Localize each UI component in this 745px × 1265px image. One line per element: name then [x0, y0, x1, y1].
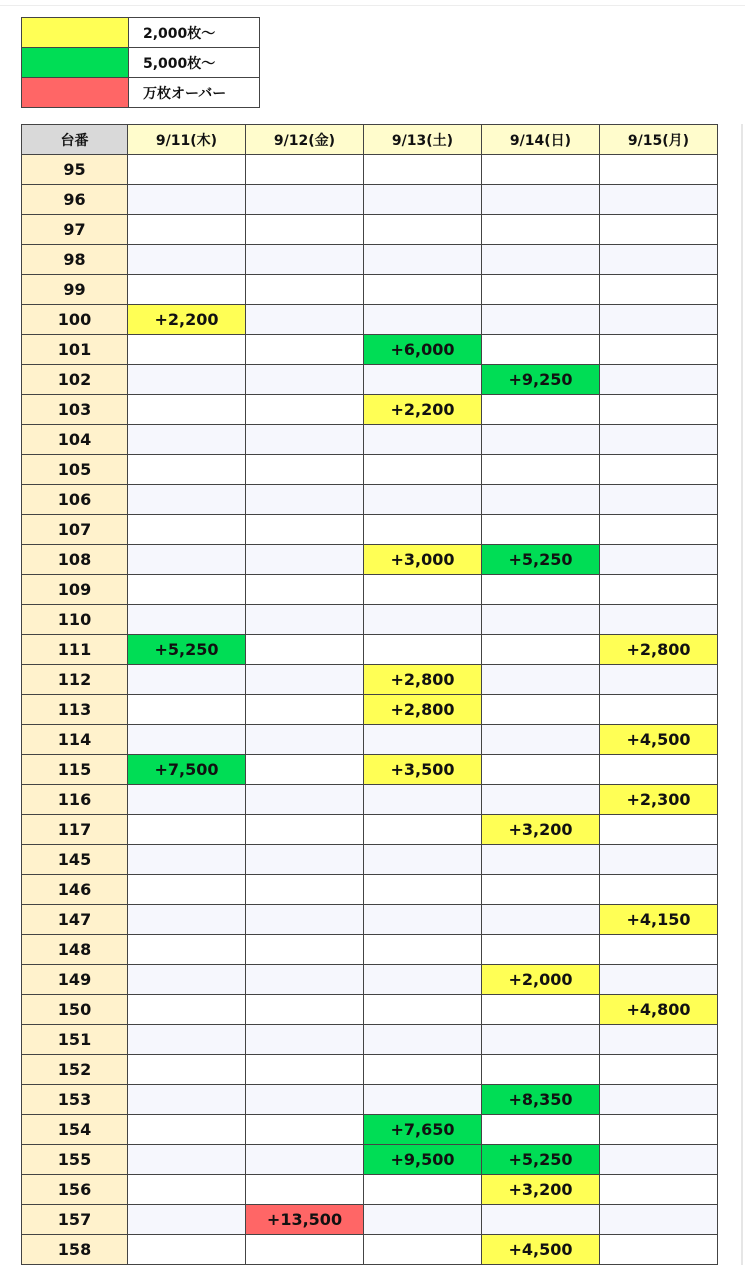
- machine-number-cell: 115: [22, 755, 128, 785]
- machine-number-cell: 97: [22, 215, 128, 245]
- result-cell: [600, 1205, 718, 1235]
- result-cell: [482, 1055, 600, 1085]
- table-row: [22, 1145, 718, 1175]
- result-cell: +9,250: [482, 365, 600, 395]
- machine-number-cell: 96: [22, 185, 128, 215]
- machine-number-cell: 116: [22, 785, 128, 815]
- machine-number-cell: 148: [22, 935, 128, 965]
- machine-number-cell: 152: [22, 1055, 128, 1085]
- result-cell: [482, 725, 600, 755]
- right-rule: [741, 124, 743, 1265]
- machine-number-cell: 157: [22, 1205, 128, 1235]
- result-cell: [482, 1025, 600, 1055]
- table-row: [22, 215, 718, 245]
- table-row: [22, 665, 718, 695]
- result-cell: [128, 1205, 246, 1235]
- table-row: [22, 905, 718, 935]
- result-cell: +9,500: [364, 1145, 482, 1175]
- result-cell: [364, 455, 482, 485]
- result-cell: [364, 1175, 482, 1205]
- result-cell: [246, 1085, 364, 1115]
- result-cell: [128, 395, 246, 425]
- legend-label: 2,000枚〜: [129, 18, 260, 48]
- table-row: [22, 485, 718, 515]
- table-row: [22, 1205, 718, 1235]
- result-cell: [246, 935, 364, 965]
- table-row: [22, 1115, 718, 1145]
- result-cell: +6,000: [364, 335, 482, 365]
- result-cell: [600, 965, 718, 995]
- result-cell: [600, 1235, 718, 1265]
- table-row: [22, 995, 718, 1025]
- result-cell: +3,000: [364, 545, 482, 575]
- result-cell: +5,250: [482, 1145, 600, 1175]
- result-cell: +7,500: [128, 755, 246, 785]
- result-cell: [364, 485, 482, 515]
- result-cell: +2,800: [600, 635, 718, 665]
- result-cell: [246, 485, 364, 515]
- machine-number-cell: 147: [22, 905, 128, 935]
- table-row: [22, 305, 718, 335]
- result-cell: [246, 1175, 364, 1205]
- result-cell: [246, 1055, 364, 1085]
- result-cell: [364, 1235, 482, 1265]
- result-cell: +2,800: [364, 695, 482, 725]
- result-cell: [128, 425, 246, 455]
- result-cell: [364, 155, 482, 185]
- table-row: [22, 965, 718, 995]
- machine-number-cell: 153: [22, 1085, 128, 1115]
- result-cell: [246, 1025, 364, 1055]
- result-cell: [600, 1025, 718, 1055]
- table-row: [22, 575, 718, 605]
- machine-number-cell: 112: [22, 665, 128, 695]
- result-cell: [364, 785, 482, 815]
- result-cell: [364, 245, 482, 275]
- result-cell: [246, 995, 364, 1025]
- result-cell: +2,800: [364, 665, 482, 695]
- legend-swatch: [22, 48, 129, 78]
- result-cell: [246, 785, 364, 815]
- result-cell: [128, 965, 246, 995]
- result-cell: +2,200: [364, 395, 482, 425]
- result-cell: [600, 155, 718, 185]
- result-cell: [364, 845, 482, 875]
- result-cell: [600, 695, 718, 725]
- result-cell: [128, 875, 246, 905]
- result-cell: [364, 1085, 482, 1115]
- result-cell: [600, 215, 718, 245]
- result-cell: [128, 155, 246, 185]
- result-cell: [364, 905, 482, 935]
- result-cell: [364, 725, 482, 755]
- table-row: [22, 635, 718, 665]
- result-cell: [482, 245, 600, 275]
- result-cell: [600, 1055, 718, 1085]
- result-cell: [246, 965, 364, 995]
- result-cell: [246, 275, 364, 305]
- result-cell: +7,650: [364, 1115, 482, 1145]
- result-cell: [246, 365, 364, 395]
- result-cell: [600, 1115, 718, 1145]
- results-table: [21, 124, 718, 1265]
- machine-number-cell: 150: [22, 995, 128, 1025]
- machine-number-cell: 100: [22, 305, 128, 335]
- result-cell: [482, 665, 600, 695]
- result-cell: [600, 605, 718, 635]
- machine-number-cell: 98: [22, 245, 128, 275]
- table-row: [22, 1175, 718, 1205]
- machine-number-cell: 156: [22, 1175, 128, 1205]
- result-cell: [364, 1205, 482, 1235]
- result-cell: [128, 1235, 246, 1265]
- machine-number-cell: 146: [22, 875, 128, 905]
- legend-row: [22, 18, 260, 48]
- result-cell: +2,000: [482, 965, 600, 995]
- result-cell: [246, 155, 364, 185]
- result-cell: [128, 185, 246, 215]
- result-cell: [600, 755, 718, 785]
- result-cell: [128, 1055, 246, 1085]
- result-cell: [246, 185, 364, 215]
- result-cell: [128, 1175, 246, 1205]
- result-cell: [482, 755, 600, 785]
- result-cell: [246, 695, 364, 725]
- result-cell: [482, 635, 600, 665]
- table-row: [22, 755, 718, 785]
- result-cell: [600, 515, 718, 545]
- result-cell: [128, 275, 246, 305]
- header-date: 9/11(木): [128, 125, 246, 155]
- result-cell: [482, 335, 600, 365]
- result-cell: [364, 425, 482, 455]
- result-cell: [128, 725, 246, 755]
- result-cell: [364, 995, 482, 1025]
- result-cell: +4,800: [600, 995, 718, 1025]
- result-cell: +8,350: [482, 1085, 600, 1115]
- table-row: [22, 245, 718, 275]
- result-cell: [364, 305, 482, 335]
- machine-number-cell: 103: [22, 395, 128, 425]
- result-cell: [246, 245, 364, 275]
- result-cell: +5,250: [128, 635, 246, 665]
- result-cell: +3,200: [482, 815, 600, 845]
- result-cell: +3,200: [482, 1175, 600, 1205]
- result-cell: [600, 1085, 718, 1115]
- result-cell: +2,300: [600, 785, 718, 815]
- result-cell: [246, 1235, 364, 1265]
- result-cell: [482, 605, 600, 635]
- table-row: [22, 545, 718, 575]
- result-cell: [364, 875, 482, 905]
- machine-number-cell: 104: [22, 425, 128, 455]
- legend-swatch: [22, 78, 129, 108]
- table-row: [22, 785, 718, 815]
- result-cell: [600, 335, 718, 365]
- result-cell: [600, 185, 718, 215]
- machine-number-cell: 155: [22, 1145, 128, 1175]
- result-cell: [246, 1115, 364, 1145]
- header-date: 9/15(月): [600, 125, 718, 155]
- result-cell: [364, 635, 482, 665]
- legend-swatch: [22, 18, 129, 48]
- result-cell: [128, 905, 246, 935]
- result-cell: [128, 575, 246, 605]
- header-machine-number: 台番: [22, 125, 128, 155]
- result-cell: [246, 215, 364, 245]
- result-cell: [246, 635, 364, 665]
- table-row: [22, 725, 718, 755]
- result-cell: [600, 665, 718, 695]
- table-row: [22, 815, 718, 845]
- machine-number-cell: 113: [22, 695, 128, 725]
- machine-number-cell: 149: [22, 965, 128, 995]
- result-cell: [482, 305, 600, 335]
- result-cell: [246, 425, 364, 455]
- result-cell: [482, 695, 600, 725]
- result-cell: +2,200: [128, 305, 246, 335]
- result-cell: +3,500: [364, 755, 482, 785]
- result-cell: [128, 455, 246, 485]
- table-row: [22, 275, 718, 305]
- legend-row: [22, 78, 260, 108]
- result-cell: [482, 515, 600, 545]
- result-cell: +4,500: [482, 1235, 600, 1265]
- table-row: [22, 935, 718, 965]
- result-cell: [128, 215, 246, 245]
- result-cell: [482, 1115, 600, 1145]
- legend-row: [22, 48, 260, 78]
- result-cell: [482, 845, 600, 875]
- result-cell: [600, 455, 718, 485]
- result-cell: [128, 995, 246, 1025]
- result-cell: [600, 275, 718, 305]
- result-cell: [246, 335, 364, 365]
- result-cell: [128, 515, 246, 545]
- table-row: [22, 395, 718, 425]
- header-date: 9/12(金): [246, 125, 364, 155]
- table-row: [22, 845, 718, 875]
- result-cell: [128, 365, 246, 395]
- result-cell: [600, 575, 718, 605]
- result-cell: [482, 215, 600, 245]
- result-cell: [482, 155, 600, 185]
- result-cell: [364, 275, 482, 305]
- result-cell: [600, 845, 718, 875]
- result-cell: [482, 185, 600, 215]
- machine-number-cell: 154: [22, 1115, 128, 1145]
- top-rule: [0, 5, 745, 6]
- result-cell: [246, 305, 364, 335]
- result-cell: [482, 395, 600, 425]
- result-cell: [128, 545, 246, 575]
- machine-number-cell: 110: [22, 605, 128, 635]
- machine-number-cell: 158: [22, 1235, 128, 1265]
- result-cell: [246, 875, 364, 905]
- machine-number-cell: 99: [22, 275, 128, 305]
- table-row: [22, 455, 718, 485]
- machine-number-cell: 101: [22, 335, 128, 365]
- result-cell: [600, 545, 718, 575]
- table-row: [22, 1085, 718, 1115]
- result-cell: [128, 815, 246, 845]
- result-cell: [128, 665, 246, 695]
- machine-number-cell: 107: [22, 515, 128, 545]
- result-cell: [128, 1085, 246, 1115]
- result-cell: [128, 695, 246, 725]
- machine-number-cell: 151: [22, 1025, 128, 1055]
- result-cell: [482, 575, 600, 605]
- result-cell: [128, 1115, 246, 1145]
- result-cell: [364, 515, 482, 545]
- table-row: [22, 695, 718, 725]
- result-cell: [600, 1175, 718, 1205]
- result-cell: +13,500: [246, 1205, 364, 1235]
- machine-number-cell: 95: [22, 155, 128, 185]
- result-cell: [128, 785, 246, 815]
- machine-number-cell: 102: [22, 365, 128, 395]
- result-cell: [482, 455, 600, 485]
- result-cell: [246, 605, 364, 635]
- machine-number-cell: 109: [22, 575, 128, 605]
- table-row: [22, 605, 718, 635]
- result-cell: [482, 425, 600, 455]
- result-cell: [246, 755, 364, 785]
- result-cell: [600, 875, 718, 905]
- result-cell: [600, 935, 718, 965]
- result-cell: +4,500: [600, 725, 718, 755]
- result-cell: [128, 485, 246, 515]
- result-cell: [246, 1145, 364, 1175]
- result-cell: [246, 725, 364, 755]
- result-cell: [246, 395, 364, 425]
- result-cell: [364, 1025, 482, 1055]
- result-cell: [246, 845, 364, 875]
- result-cell: [482, 785, 600, 815]
- table-row: [22, 425, 718, 455]
- header-date: 9/13(土): [364, 125, 482, 155]
- result-cell: [128, 845, 246, 875]
- table-row: [22, 335, 718, 365]
- result-cell: [600, 485, 718, 515]
- result-cell: [600, 245, 718, 275]
- result-cell: [600, 365, 718, 395]
- result-cell: [128, 1025, 246, 1055]
- result-cell: [364, 365, 482, 395]
- result-cell: [246, 905, 364, 935]
- result-cell: [600, 425, 718, 455]
- result-cell: [128, 605, 246, 635]
- table-row: [22, 515, 718, 545]
- result-cell: [600, 1145, 718, 1175]
- result-cell: [364, 605, 482, 635]
- result-cell: [482, 875, 600, 905]
- machine-number-cell: 114: [22, 725, 128, 755]
- result-cell: [246, 575, 364, 605]
- machine-number-cell: 105: [22, 455, 128, 485]
- result-cell: [246, 665, 364, 695]
- result-cell: [364, 965, 482, 995]
- result-cell: [482, 905, 600, 935]
- result-cell: +4,150: [600, 905, 718, 935]
- result-cell: [600, 305, 718, 335]
- result-cell: [482, 275, 600, 305]
- result-cell: [364, 935, 482, 965]
- result-cell: [482, 935, 600, 965]
- result-cell: [364, 815, 482, 845]
- result-cell: +5,250: [482, 545, 600, 575]
- result-cell: [128, 935, 246, 965]
- result-cell: [364, 1055, 482, 1085]
- result-cell: [246, 515, 364, 545]
- table-row: [22, 1055, 718, 1085]
- legend-label: 5,000枚〜: [129, 48, 260, 78]
- table-row: [22, 365, 718, 395]
- result-cell: [246, 455, 364, 485]
- result-cell: [128, 335, 246, 365]
- table-row: [22, 1235, 718, 1265]
- table-row: [22, 185, 718, 215]
- result-cell: [364, 215, 482, 245]
- header-row: [22, 125, 718, 155]
- machine-number-cell: 108: [22, 545, 128, 575]
- result-cell: [246, 815, 364, 845]
- result-cell: [482, 995, 600, 1025]
- result-cell: [482, 1205, 600, 1235]
- result-cell: [128, 245, 246, 275]
- table-row: [22, 155, 718, 185]
- table-row: [22, 1025, 718, 1055]
- machine-number-cell: 145: [22, 845, 128, 875]
- result-cell: [128, 1145, 246, 1175]
- result-cell: [600, 815, 718, 845]
- table-row: [22, 875, 718, 905]
- legend-table: [21, 17, 260, 108]
- result-cell: [364, 575, 482, 605]
- machine-number-cell: 106: [22, 485, 128, 515]
- result-cell: [482, 485, 600, 515]
- legend-label: 万枚オーバー: [129, 78, 260, 108]
- result-cell: [600, 395, 718, 425]
- machine-number-cell: 111: [22, 635, 128, 665]
- result-cell: [246, 545, 364, 575]
- result-cell: [364, 185, 482, 215]
- machine-number-cell: 117: [22, 815, 128, 845]
- header-date: 9/14(日): [482, 125, 600, 155]
